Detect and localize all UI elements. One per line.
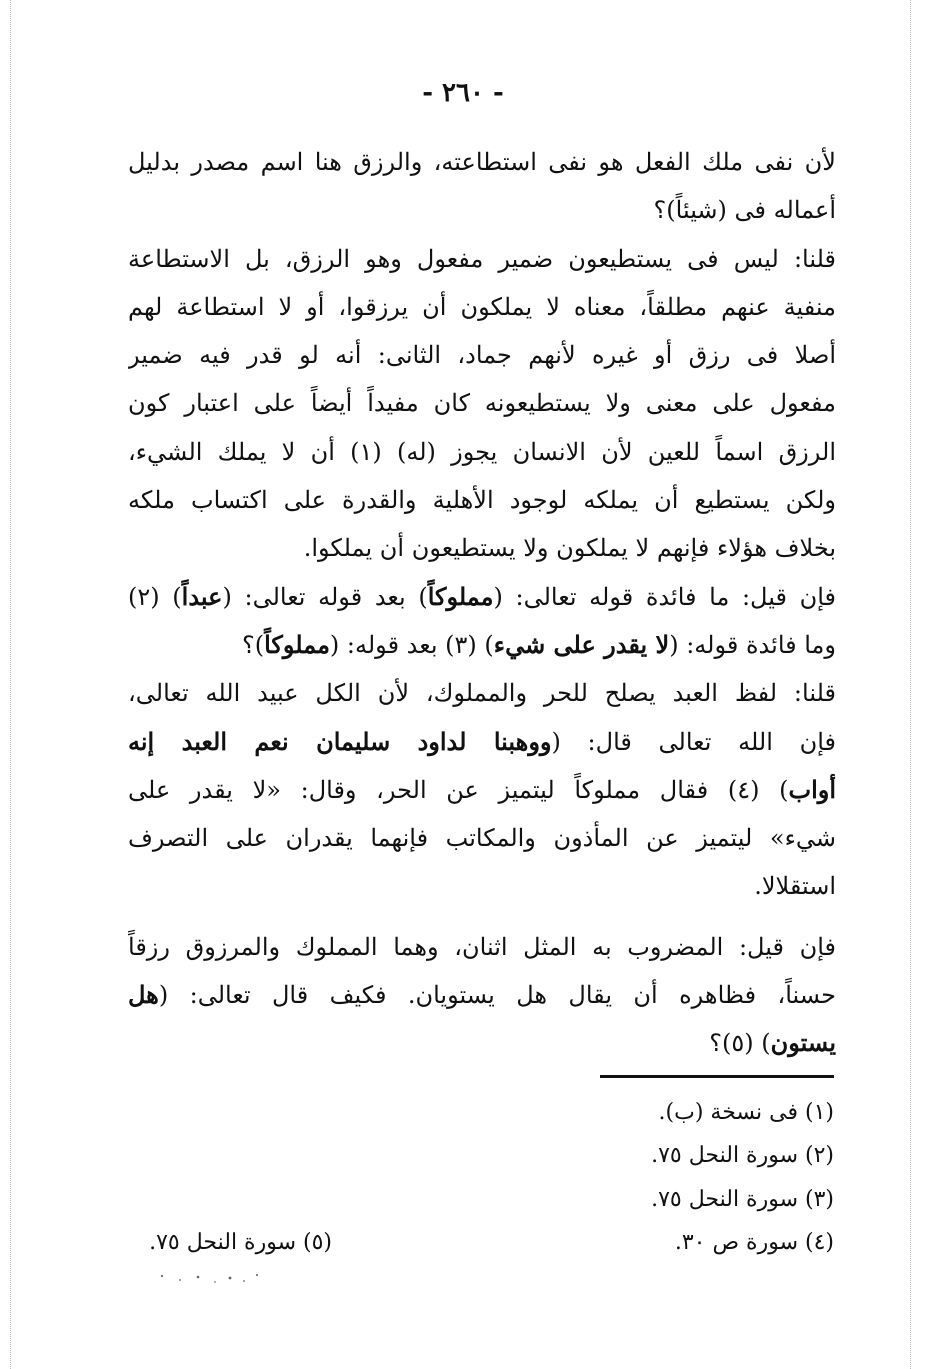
footnote-separator <box>600 1075 834 1078</box>
text-line <box>128 862 836 910</box>
text-segment: )؟ <box>242 630 265 659</box>
text-line <box>128 186 836 234</box>
text-line <box>128 428 836 476</box>
footnote-1: (١) فى نسخة (ب). <box>658 1100 834 1125</box>
text-line <box>128 331 836 379</box>
quran-quote: هل <box>128 980 159 1010</box>
text-line <box>128 524 836 572</box>
text-segment: ) (٤) فقال مملوكاً ليتميز عن الحر، وقال: «لا يقدر على <box>128 775 789 804</box>
text-segment: قلنا: لفظ العبد يصلح للحر والمملوك، لأن الكل عبيد الله تعالى، <box>128 679 836 708</box>
text-line <box>128 283 836 331</box>
text-line <box>128 476 836 524</box>
text-line <box>128 766 836 814</box>
text-line <box>128 573 836 621</box>
text-segment: ) (٥)؟ <box>709 1029 771 1058</box>
quran-quote: عبداً <box>181 581 223 611</box>
footnote-4: (٤) سورة ص ٣٠. <box>674 1230 834 1255</box>
text-segment: ولكن يستطيع أن يملكه لوجود الأهلية والقدرة على اكتساب ملكه <box>128 486 836 515</box>
text-segment: أصلا فى رزق أو غيره لأنهم جماد، الثانى: أنه لو قدر فيه ضمير <box>128 341 836 370</box>
text-segment: أعماله فى (شيئاً)؟ <box>653 196 836 225</box>
text-segment: وما فائدة قوله: ( <box>669 630 836 659</box>
text-segment: مفعول على معنى ولا يستطيعونه كان مفيداً أيضاً على اعتبار كون <box>128 389 836 418</box>
text-segment: قلنا: ليس فى يستطيعون ضمير مفعول وهو الرزق، بل الاستطاعة <box>128 244 836 273</box>
text-segment: حسناً، فظاهره أن يقال هل يستويان. فكيف قال تعالى: ( <box>158 981 836 1010</box>
text-segment: لأن نفى ملك الفعل هو نفى استطاعته، والرزق هنا اسم مصدر بدليل <box>128 148 836 176</box>
text-line <box>128 1019 836 1067</box>
text-line <box>128 923 836 971</box>
text-line <box>128 235 836 283</box>
text-segment: ) بعد قوله تعالى: ( <box>222 582 428 611</box>
text-segment: فإن قيل: ما فائدة قوله تعالى: ( <box>493 582 836 611</box>
quran-quote: ووهبنا لداود سليمان نعم العبد إنه <box>128 726 552 756</box>
main-text <box>128 138 836 1068</box>
text-line <box>128 669 836 717</box>
footnote-3: (٣) سورة النحل ٧٥. <box>651 1187 834 1212</box>
text-segment: الرزق اسماً للعين لأن الانسان يجوز (له) (١) أن لا يملك الشيء، <box>128 437 836 466</box>
text-line <box>128 718 836 766</box>
text-line <box>128 814 836 862</box>
scan-edge-left <box>10 0 12 1369</box>
quran-quote: يستون <box>770 1028 836 1058</box>
quran-quote: أواب <box>788 774 836 804</box>
text-segment: ) (٣) بعد قوله: ( <box>329 630 494 659</box>
text-segment: منفية عنهم مطلقاً، معناه لا يملكون أن يرزقوا، أو لا استطاعة لهم <box>128 292 836 321</box>
text-segment: شيء» ليتميز عن المأذون والمكاتب فإنهما يقدران على التصرف <box>128 824 836 853</box>
text-line <box>128 138 836 186</box>
text-line <box>128 971 836 1019</box>
quran-quote: مملوكاً <box>264 629 330 659</box>
scan-edge-right <box>910 0 912 1369</box>
text-segment: فإن الله تعالى قال: ( <box>551 727 836 756</box>
quran-quote: لا يقدر على شيء <box>493 629 670 659</box>
text-segment: فإن قيل: المضروب به المثل اثنان، وهما المملوك والمرزوق رزقاً <box>128 932 836 961</box>
quran-quote: مملوكاً <box>427 581 494 611</box>
scan-noise <box>120 1270 280 1288</box>
footnote-5: (٥) سورة النحل ٧٥. <box>149 1230 332 1255</box>
text-line <box>128 621 836 669</box>
text-segment: بخلاف هؤلاء فإنهم لا يملكون ولا يستطيعون أن يملكوا. <box>303 534 836 563</box>
text-segment: ) (٢) <box>128 582 182 611</box>
page-number: - ٢٦٠ - <box>422 78 504 108</box>
text-line <box>128 379 836 427</box>
text-segment: استقلالا. <box>754 872 836 901</box>
footnote-2: (٢) سورة النحل ٧٥. <box>651 1143 834 1168</box>
